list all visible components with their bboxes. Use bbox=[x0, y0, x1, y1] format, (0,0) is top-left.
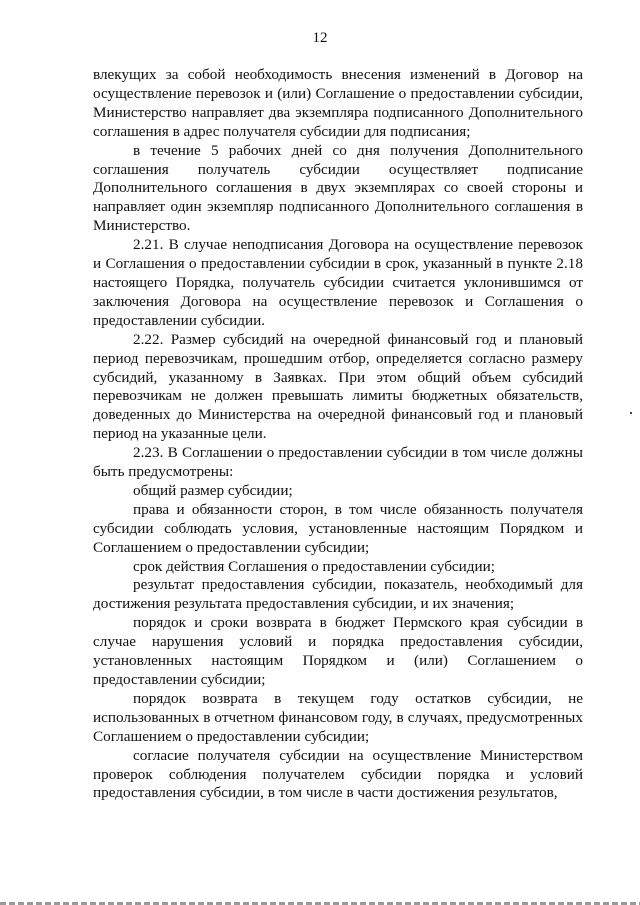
paragraph-signing-deadline: в течение 5 рабочих дней со дня получения Дополнительного соглашения получатель субсидии осуществляет подписание Дополнительного соглашения в двух экземплярах со своей стороны и направляет один экземпляр подписанного Дополнительного соглашения в Министерство. bbox=[93, 141, 583, 235]
list-item-agreement-term: срок действия Соглашения о предоставлении субсидии; bbox=[133, 557, 495, 575]
scan-artifact bbox=[630, 412, 632, 414]
paragraph-2-21: 2.21. В случае неподписания Договора на осуществление перевозок и Соглашения о предоставлении субсидии в срок, указанный в пункте 2.18 настоящего Порядка, получатель субсидии считается уклонившимся от заключения Договора на осуществление перевозок и Соглашения о предоставлении субсидии. bbox=[93, 236, 583, 329]
paragraph-continuation: влекущих за собой необходимость внесения изменений в Договор на осуществление перевозок и (или) Соглашение о предоставлении субсидии, Министерство направляет два экземпляра подписанного Дополнительного соглашения в адрес получателя субсидии для подписания; bbox=[93, 66, 583, 140]
list-item-result: результат предоставления субсидии, показатель, необходимый для достижения результата предоставления субсидии, и их значения; bbox=[93, 576, 583, 613]
list-item-rights-obligations: права и обязанности сторон, в том числе обязанность получателя субсидии соблюдать условия, установленные настоящим Порядком и Соглашением о предоставлении субсидии; bbox=[93, 500, 583, 556]
list-item-unused-balance: порядок возврата в текущем году остатков субсидии, не использованных в отчетном финансовом году, в случаях, предусмотренных Соглашением о предоставлении субсидии; bbox=[93, 689, 583, 745]
list-item-refund-procedure: порядок и сроки возврата в бюджет Пермского края субсидии в случае нарушения условий и порядка предоставления субсидии, установленных настоящим Порядком и (или) Соглашением о предоставлении субсидии; bbox=[93, 614, 583, 688]
document-body bbox=[93, 66, 583, 803]
paragraph-2-23: 2.23. В Соглашении о предоставлении субсидии в том числе должны быть предусмотрены: bbox=[93, 444, 583, 481]
list-item-total-subsidy: общий размер субсидии; bbox=[133, 481, 293, 499]
page-number: 12 bbox=[312, 30, 328, 46]
paragraph-2-22: 2.22. Размер субсидий на очередной финансовый год и плановый период перевозчикам, прошедшим отбор, определяется согласно размеру субсидий, указанному в Заявках. При этом общий объем субсидий перевозчикам не должен превышать лимиты бюджетных обязательств, доведенных до Министерства на очередной финансовый год и плановый период на указанные цели. bbox=[93, 330, 583, 443]
list-item-inspection-consent: согласие получателя субсидии на осуществление Министерством проверок соблюдения получателем субсидии порядка и условий предоставления субсидии, в том числе в части достижения результатов, bbox=[93, 746, 583, 802]
